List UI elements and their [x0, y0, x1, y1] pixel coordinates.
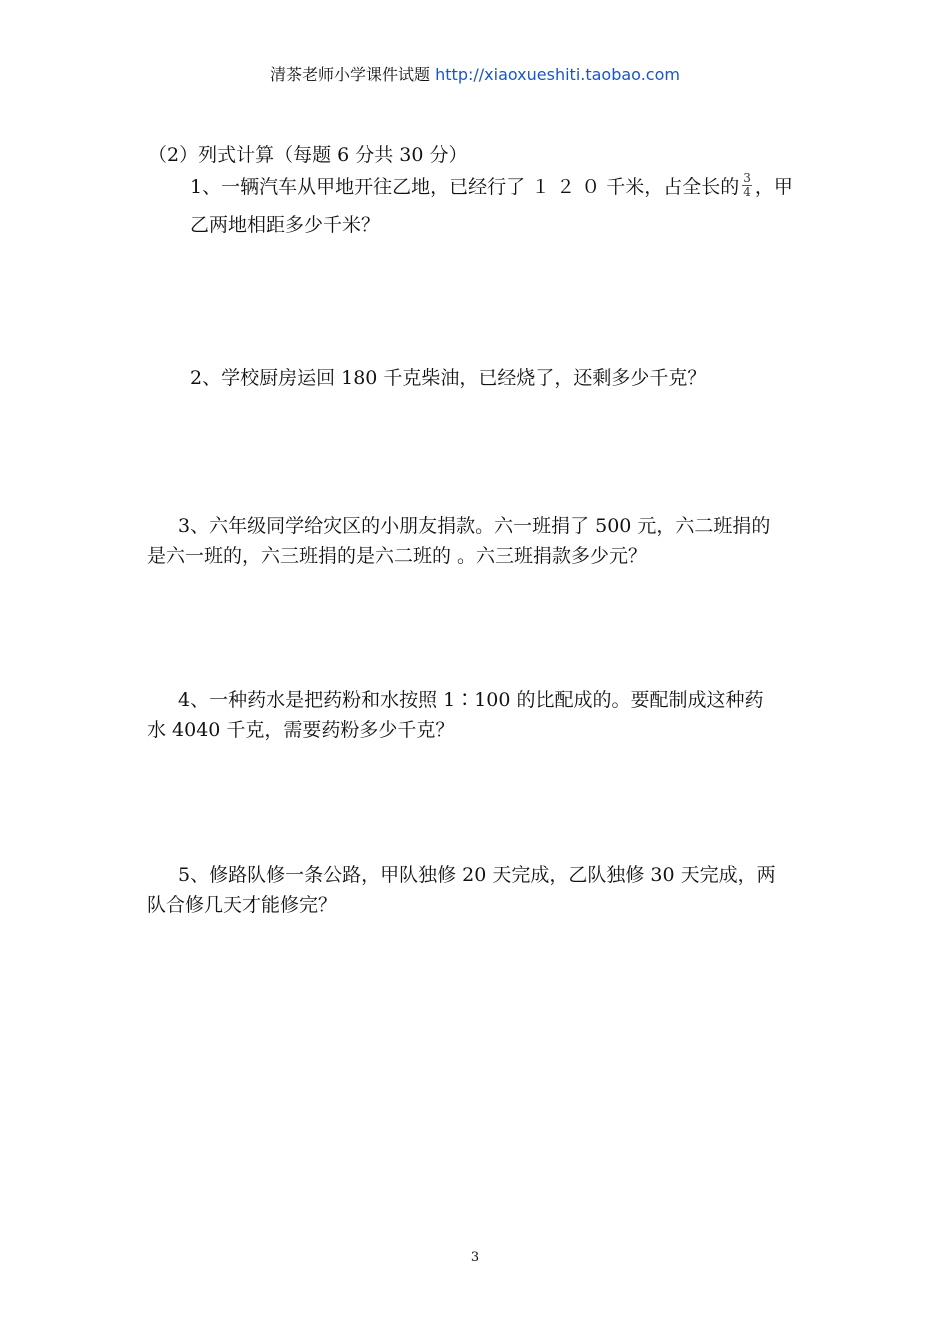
- problem-2: [147, 363, 890, 393]
- problem-5: [147, 860, 847, 920]
- section-title: （2）列式计算（每题 6 分共 30 分）: [148, 144, 468, 166]
- problem-1-text-before: 1、一辆汽车从甲地开往乙地，已经行了 １ ２ ０ 千米，占全长的: [190, 176, 740, 198]
- page-header: [0, 62, 950, 85]
- problem-3: [147, 511, 847, 571]
- fraction-three-quarters: [742, 172, 752, 199]
- problem-1-text-after: ，甲: [754, 176, 793, 198]
- problem-2-line-1: 2、学校厨房运回 180 千克柴油，已经烧了，还剩多少千克？: [190, 367, 707, 389]
- problem-3-line-1: 3、六年级同学给灾区的小朋友捐款。六一班捐了 500 元，六二班捐的: [178, 515, 771, 537]
- page-number: 3: [470, 1250, 480, 1265]
- problem-1-line-2: 乙两地相距多少千米？: [190, 214, 381, 236]
- problem-1-line-1: [147, 172, 847, 202]
- header-text: 清茶老师小学课件试题: [270, 65, 431, 84]
- problem-3-line-2: 是六一班的，六三班捐的是六二班的 。六三班捐款多少元？: [147, 545, 648, 567]
- header-url-link[interactable]: http://xiaoxueshiti.taobao.com: [435, 65, 680, 84]
- problem-5-line-2: 队合修几天才能修完？: [147, 894, 338, 916]
- fraction-numerator: 3: [743, 170, 751, 185]
- fraction-denominator: 4: [743, 184, 751, 199]
- problem-4-line-1: 4、一种药水是把药粉和水按照 1∶100 的比配成的。要配制成这种药: [178, 689, 764, 711]
- problem-5-line-1: 5、修路队修一条公路，甲队独修 20 天完成，乙队独修 30 天完成，两: [178, 864, 776, 886]
- problem-1: [147, 172, 847, 240]
- problem-4-line-2: 水 4040 千克，需要药粉多少千克？: [147, 719, 455, 741]
- problem-4: [147, 685, 847, 745]
